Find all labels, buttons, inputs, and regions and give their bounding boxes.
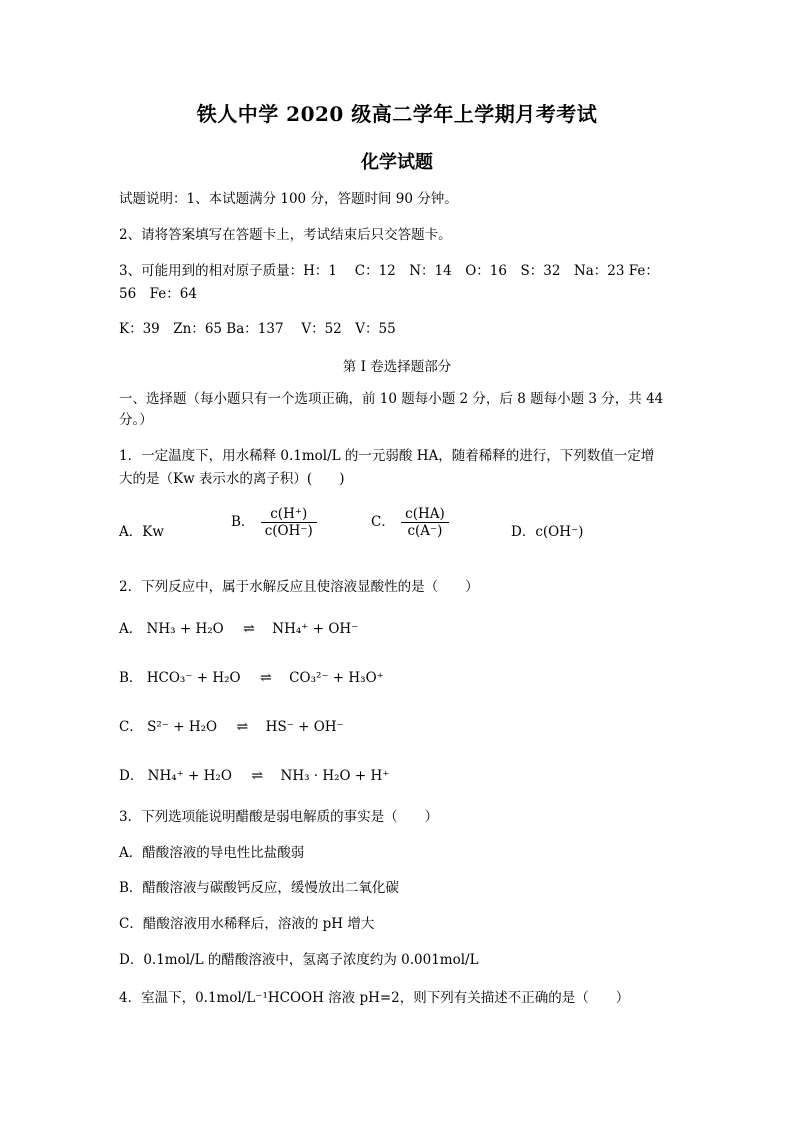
q2-option-c-products: HS⁻ + OH⁻ — [265, 719, 344, 735]
equilibrium-arrow-icon: ⇌ — [243, 621, 253, 637]
q2-option-a-reactants: NH₃ + H₂O — [146, 621, 224, 637]
instruction-line-2: 2、请将答案填写在答题卡上，考试结束后只交答题卡。 — [119, 227, 452, 243]
q1-option-d: D．c(OH⁻) — [511, 524, 584, 540]
q4-stem: 4．室温下，0.1mol/L⁻¹HCOOH 溶液 pH=2，则下列有关描述不正确的是（ ） — [119, 990, 630, 1006]
q1-stem-cont: 大的是（Kw 表示水的离子积）( ) — [119, 471, 345, 487]
q1-option-b — [231, 506, 319, 539]
exam-subtitle: 化学试题 — [361, 152, 433, 173]
q1-option-b-label: B． — [231, 514, 255, 530]
instruction-line-4: K：39 Zn：65 Ba：137 V：52 V：55 — [119, 321, 396, 337]
q2-option-a-label: A． — [119, 621, 143, 637]
equilibrium-arrow-icon: ⇌ — [251, 768, 262, 784]
q3-option-b: B．醋酸溶液与碳酸钙反应，缓慢放出二氧化碳 — [119, 880, 399, 896]
q1-option-b-numerator: c(H⁺) — [261, 506, 317, 523]
q2-option-b-reactants: HCO₃⁻ + H₂O — [146, 670, 241, 686]
q2-option-b-label: B． — [119, 670, 143, 686]
q1-option-c-numerator: c(HA) — [401, 506, 449, 523]
q1-stem: 1．一定温度下，用水稀释 0.1mol/L 的一元弱酸 HA，随着稀释的进行，下列数值一定增 — [119, 448, 655, 464]
q1-option-b-denominator: c(OH⁻) — [264, 523, 313, 539]
exam-title: 铁人中学 2020 级高二学年上学期月考考试 — [196, 102, 598, 126]
q1-option-c-label: C． — [371, 514, 395, 530]
section-intro: 一、选择题（每小题只有一个选项正确，前 10 题每小题 2 分，后 8 题每小题 3 分，共 44 — [119, 391, 664, 407]
q2-stem: 2．下列反应中，属于水解反应且使溶液显酸性的是（ ） — [119, 579, 479, 595]
q3-stem: 3．下列选项能说明醋酸是弱电解质的事实是（ ） — [119, 809, 439, 825]
q2-option-a — [119, 617, 358, 637]
instruction-line-3: 3、可能用到的相对原子质量：H：1 C：12 N：14 O：16 S：32 Na：23 Fe： — [119, 263, 659, 279]
q1-option-c — [371, 506, 451, 539]
equilibrium-arrow-icon: ⇌ — [260, 670, 270, 686]
q2-option-b — [119, 666, 384, 686]
q3-option-c: C．醋酸溶液用水稀释后，溶液的 pH 增大 — [119, 916, 375, 932]
q1-option-c-fraction — [401, 506, 449, 539]
q2-option-c-label: C． — [119, 719, 143, 735]
q2-option-c — [119, 715, 344, 735]
q2-option-d-reactants: NH₄⁺ + H₂O — [147, 768, 232, 784]
section-intro-cont: 分。） — [119, 412, 153, 428]
q1-option-b-fraction — [261, 506, 317, 539]
q2-option-d-products: NH₃ · H₂O + H⁺ — [280, 768, 390, 784]
q1-option-c-denominator: c(A⁻) — [407, 523, 443, 539]
q1-option-a: A．Kw — [119, 524, 164, 540]
section-heading: 第 I 卷选择题部分 — [342, 359, 452, 375]
q3-option-a: A．醋酸溶液的导电性比盐酸弱 — [119, 845, 305, 861]
q2-option-a-products: NH₄⁺ + OH⁻ — [272, 621, 359, 637]
q3-option-d: D．0.1mol/L 的醋酸溶液中，氢离子浓度约为 0.001mol/L — [119, 952, 479, 968]
instruction-line-1: 试题说明：1、本试题满分 100 分，答题时间 90 分钟。 — [119, 191, 458, 207]
q2-option-c-reactants: S²⁻ + H₂O — [147, 719, 218, 735]
q2-option-d — [119, 764, 389, 784]
equilibrium-arrow-icon: ⇌ — [236, 719, 247, 735]
q2-option-b-products: CO₃²⁻ + H₃O⁺ — [289, 670, 384, 686]
instruction-line-3-cont: 56 Fe：64 — [119, 286, 197, 302]
q2-option-d-label: D． — [119, 768, 144, 784]
